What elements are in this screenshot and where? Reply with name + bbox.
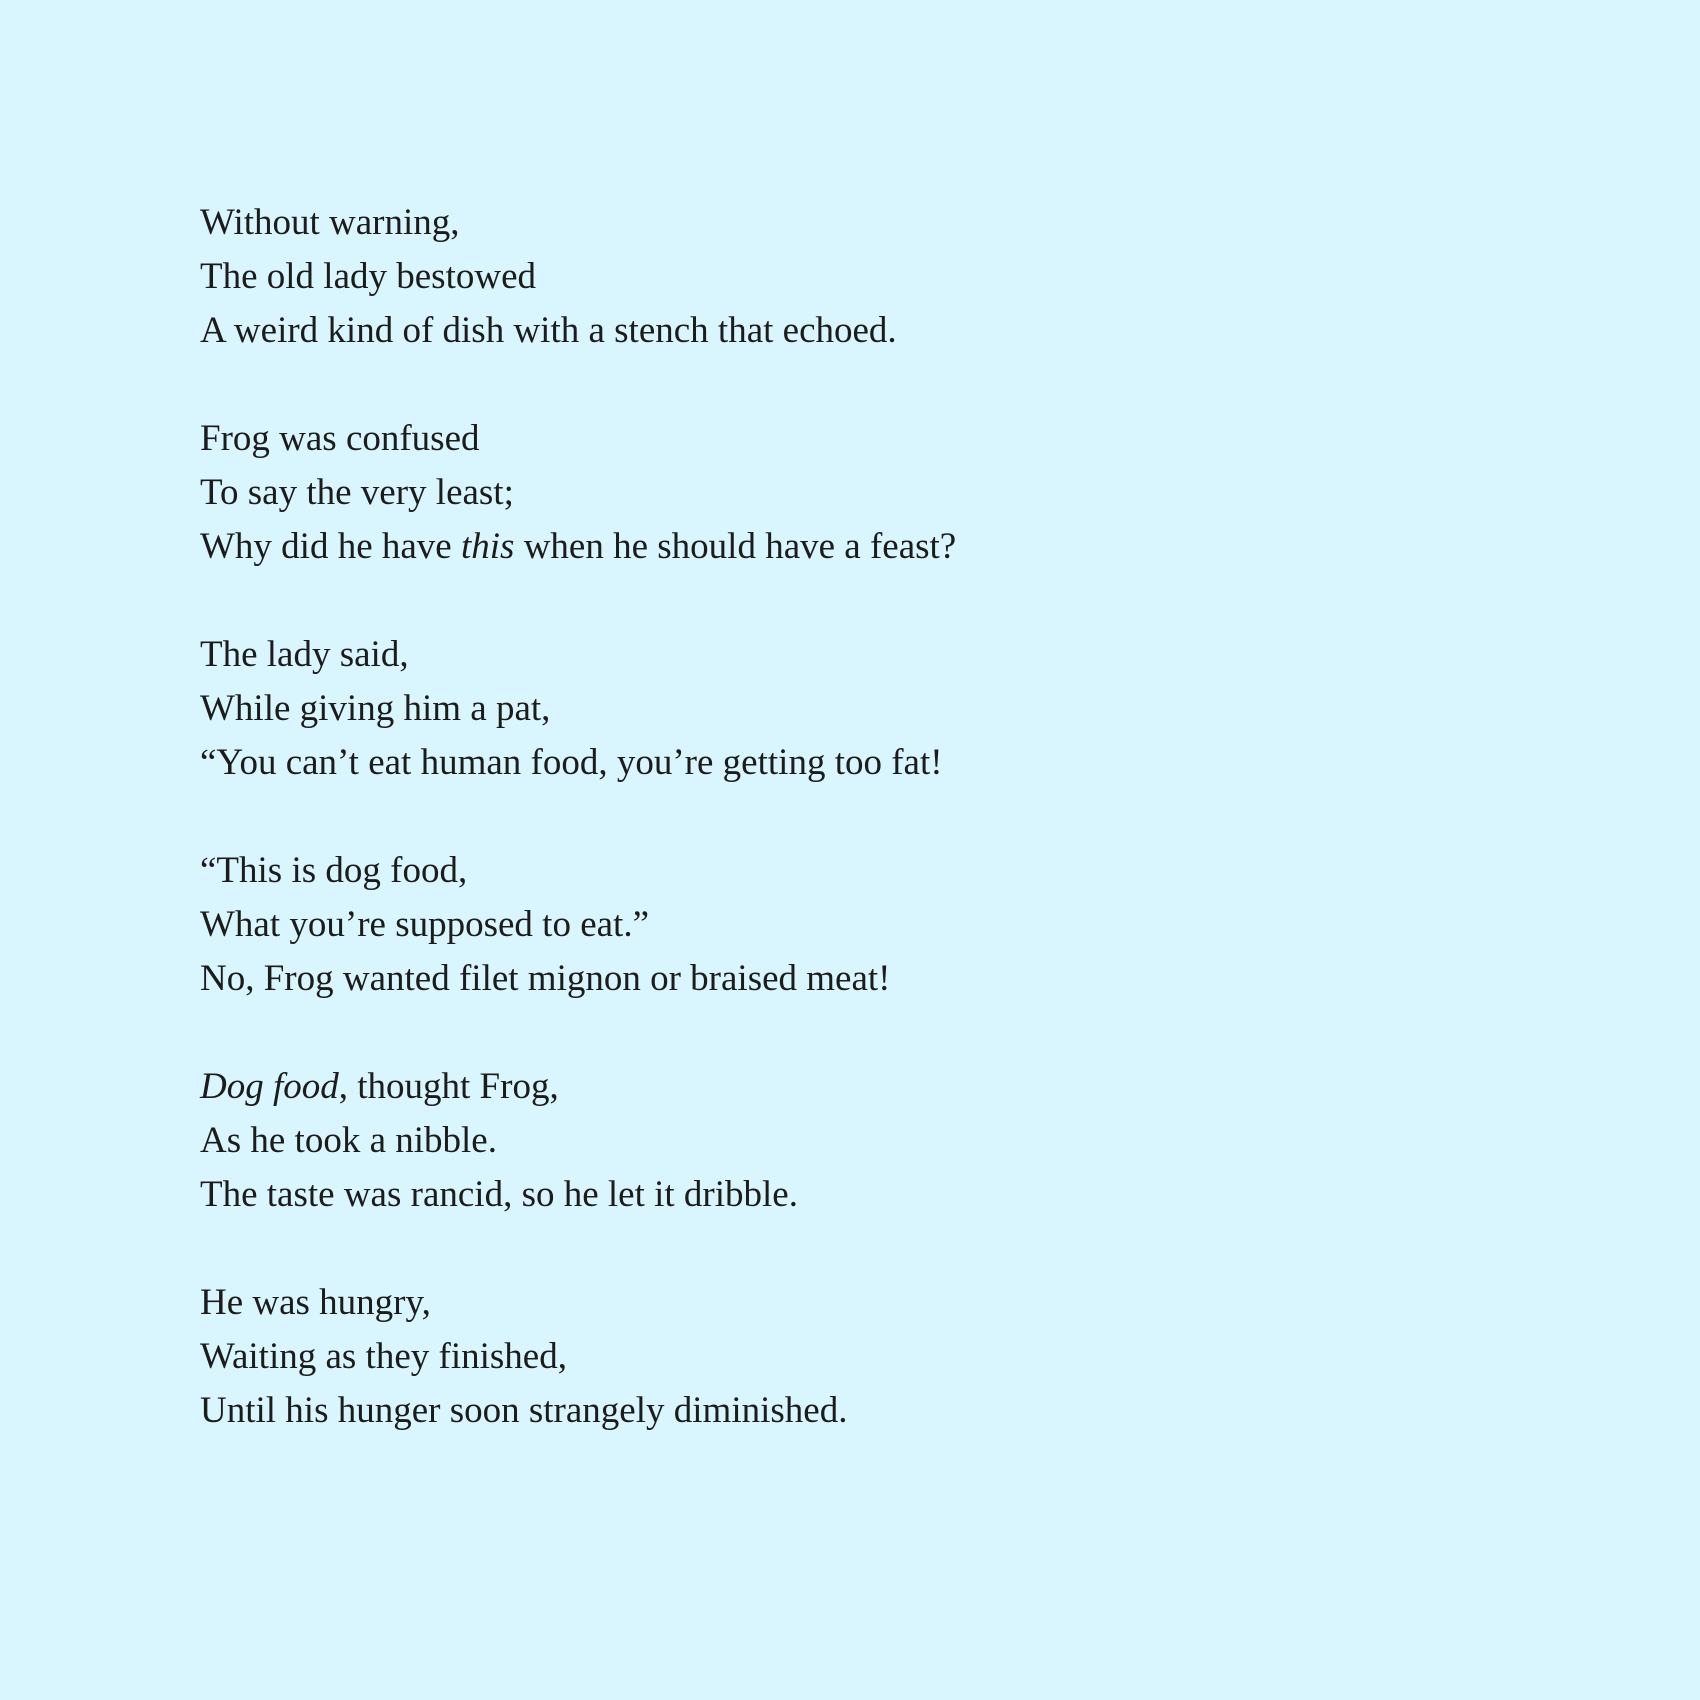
- poem-line: [200, 520, 1500, 574]
- poem-body: [200, 196, 1500, 1492]
- stanza: [200, 412, 1500, 574]
- poem-line: A weird kind of dish with a stench that echoed.: [200, 310, 897, 351]
- line-text: when he should have a feast?: [514, 526, 957, 567]
- italic-emphasis: Dog food: [200, 1066, 339, 1107]
- poem-line: What you’re supposed to eat.”: [200, 904, 649, 945]
- poem-line: “You can’t eat human food, you’re getting too fat!: [200, 742, 943, 783]
- poem-line: The old lady bestowed: [200, 256, 536, 297]
- stanza: [200, 628, 1500, 790]
- italic-emphasis: this: [460, 526, 515, 567]
- poem-line: Without warning,: [200, 202, 460, 243]
- poem-line: He was hungry,: [200, 1282, 431, 1323]
- poem-line: The taste was rancid, so he let it dribble.: [200, 1174, 798, 1215]
- stanza: [200, 1276, 1500, 1438]
- poem-line: Waiting as they finished,: [200, 1336, 567, 1377]
- poem-line: No, Frog wanted filet mignon or braised meat!: [200, 958, 891, 999]
- poem-line: While giving him a pat,: [200, 688, 551, 729]
- stanza: [200, 196, 1500, 358]
- line-text: , thought Frog,: [338, 1066, 559, 1107]
- stanza: [200, 1060, 1500, 1222]
- poem-line: As he took a nibble.: [200, 1120, 497, 1161]
- stanza: [200, 844, 1500, 1006]
- poem-line: [200, 1060, 1500, 1114]
- poem-line: Until his hunger soon strangely diminished.: [200, 1390, 848, 1431]
- poem-line: “This is dog food,: [200, 850, 468, 891]
- poem-line: The lady said,: [200, 634, 409, 675]
- poem-line: To say the very least;: [200, 472, 514, 513]
- poem-line: Frog was confused: [200, 418, 480, 459]
- line-text: Why did he have: [200, 526, 461, 567]
